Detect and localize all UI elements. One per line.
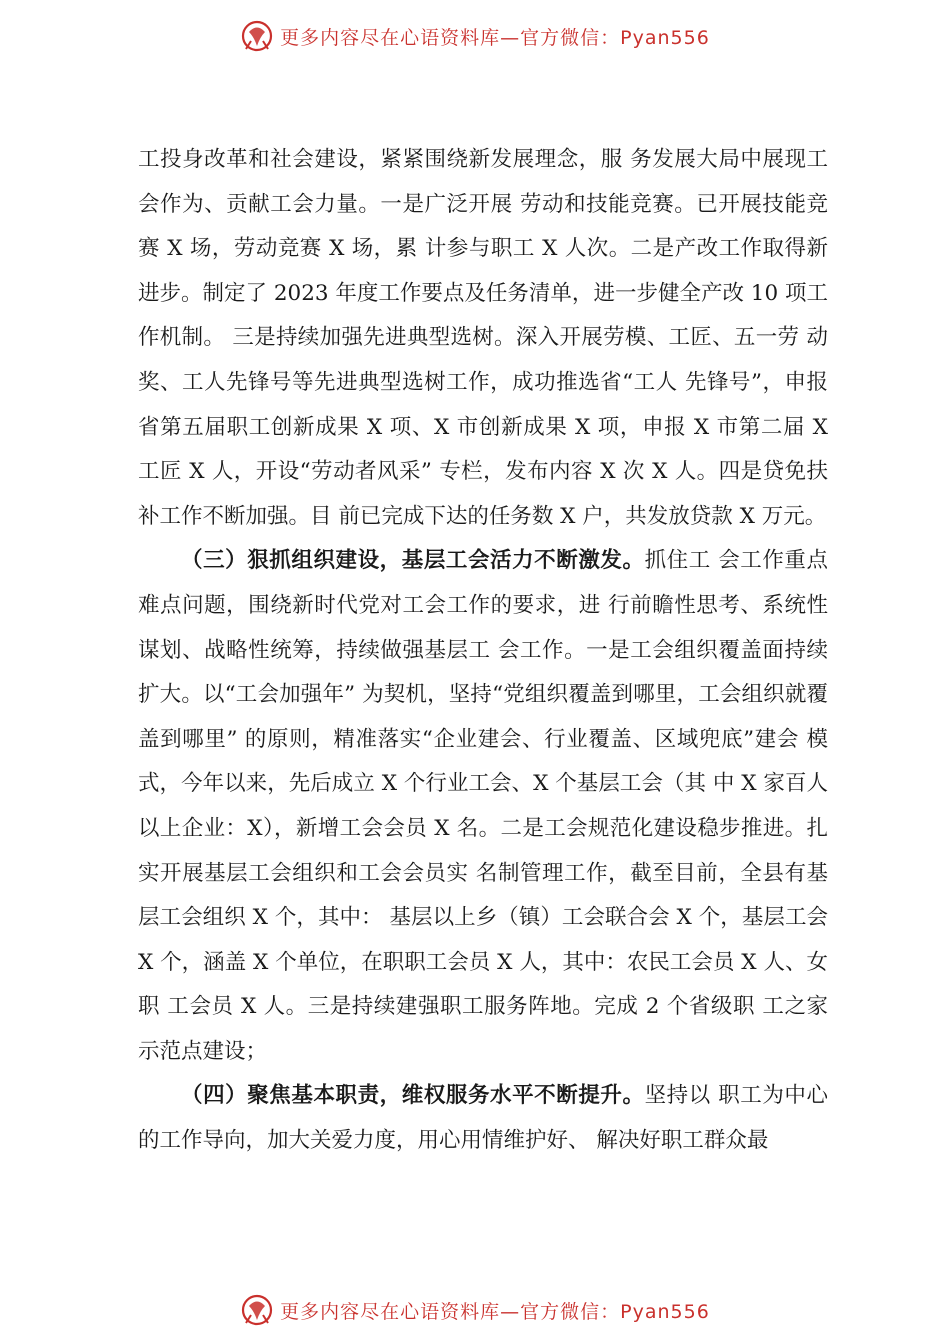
paragraph-2	[138, 539, 828, 1074]
watermark-text: 更多内容尽在心语资料库—官方微信：Pyan556	[280, 1300, 710, 1323]
paragraph-2-text: 抓住工 会工作重点难点问题，围绕新时代党对工会工作的要求，进 行前瞻性思考、系统性谋划、战略性统筹，持续做强基层工 会工作。一是工会组织覆盖面持续扩大。以“工会加强年” 为契机，坚持“党组织覆盖到哪里，工会组织就覆盖到哪里” 的原则，精准落实“企业建会、行业覆盖、区域兜底”建会 模式，今年以来，先后成立 X 个行业工会、X 个基层工会（其 中 X 家百人以上企业：X），新增工会会员 X 名。二是工会规范化建设稳步推进。扎实开展基层工会组织和工会会员实 名制管理工作，截至目前，全县有基层工会组织 X 个，其中： 基层以上乡（镇）工会联合会 X 个，基层工会 X 个，涵盖 X 个单位，在职职工会员 X 人，其中：农民工会员 X 人、女职 工会员 X 人。三是持续建强职工服务阵地。完成 2 个省级职 工之家示范点建设；	[138, 548, 828, 1064]
ribbon-logo-icon	[240, 19, 274, 53]
watermark-footer	[0, 1290, 950, 1330]
ribbon-logo-icon	[240, 1293, 274, 1327]
watermark-text: 更多内容尽在心语资料库—官方微信：Pyan556	[280, 26, 710, 49]
paragraph-3-text: 坚持以 职工为中心的工作导向，加大关爱力度，用心用情维护好、 解决好职工群众最	[138, 1083, 828, 1154]
watermark-header	[0, 16, 950, 56]
section-heading-3: （三）狠抓组织建设，基层工会活力不断激发。	[181, 548, 645, 574]
paragraph-1	[138, 138, 828, 539]
paragraph-3	[138, 1074, 828, 1163]
paragraph-1-text: 工投身改革和社会建设，紧紧围绕新发展理念，服 务发展大局中展现工会作为、贡献工会力量。一是广泛开展 劳动和技能竞赛。已开展技能竞赛 X 场，劳动竞赛 X 场，累 计参与职工 X 人次。二是产改工作取得新进步。制定了 2023 年度工作要点及任务清单，进一步健全产改 10 项工作机制。 三是持续加强先进典型选树。深入开展劳模、工匠、五一劳 动奖、工人先锋号等先进典型选树工作，成功推选省“工人 先锋号”，申报省第五届职工创新成果 X 项、X 市创新成果 X 项，申报 X 市第二届 X 工匠 X 人，开设“劳动者风采” 专栏，发布内容 X 次 X 人。四是贷免扶补工作不断加强。目 前已完成下达的任务数 X 户，共发放贷款 X 万元。	[138, 147, 828, 529]
section-heading-4: （四）聚焦基本职责，维权服务水平不断提升。	[181, 1083, 645, 1109]
document-body	[138, 138, 828, 1164]
